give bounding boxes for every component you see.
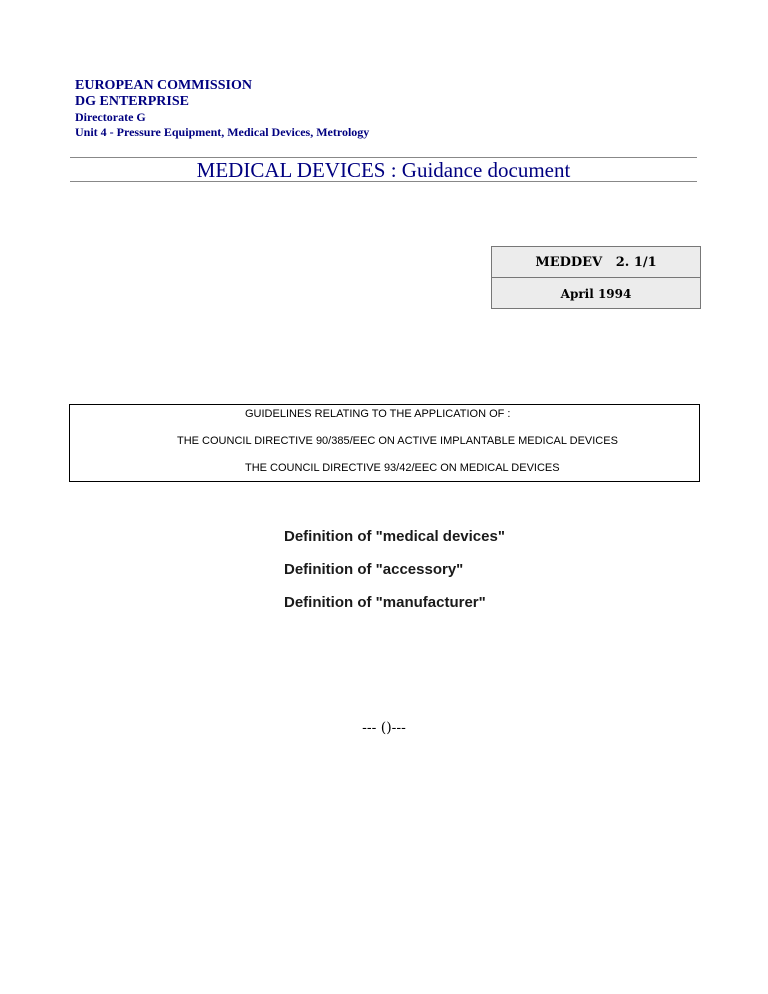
reference-date: April 1994 [560, 286, 632, 301]
guidelines-box [69, 404, 700, 482]
section-ornament: --- ()--- [362, 720, 406, 736]
reference-code: MEDDEV 2. 1/1 [492, 247, 700, 278]
definition-manufacturer: Definition of "manufacturer" [284, 594, 486, 611]
directive-mdd: THE COUNCIL DIRECTIVE 93/42/EEC ON MEDICAL DEVICES [245, 462, 560, 474]
unit-name: Unit 4 - Pressure Equipment, Medical Devices, Metrology [75, 125, 370, 139]
title-bottom-rule [70, 181, 697, 182]
guidelines-heading: GUIDELINES RELATING TO THE APPLICATION OF : [245, 408, 511, 420]
reference-box [491, 246, 701, 309]
definition-accessory: Definition of "accessory" [284, 561, 464, 578]
organisation-name: EUROPEAN COMMISSION [75, 78, 252, 93]
issuer-header [75, 78, 369, 140]
definition-medical-devices: Definition of "medical devices" [284, 528, 505, 545]
directorate-general: DG ENTERPRISE [75, 94, 189, 109]
directorate-name: Directorate G [75, 110, 146, 124]
directive-aimd: THE COUNCIL DIRECTIVE 90/385/EEC ON ACTIVE IMPLANTABLE MEDICAL DEVICES [177, 435, 618, 447]
document-title: MEDICAL DEVICES : Guidance document [196, 158, 571, 182]
definitions-list [284, 528, 505, 627]
